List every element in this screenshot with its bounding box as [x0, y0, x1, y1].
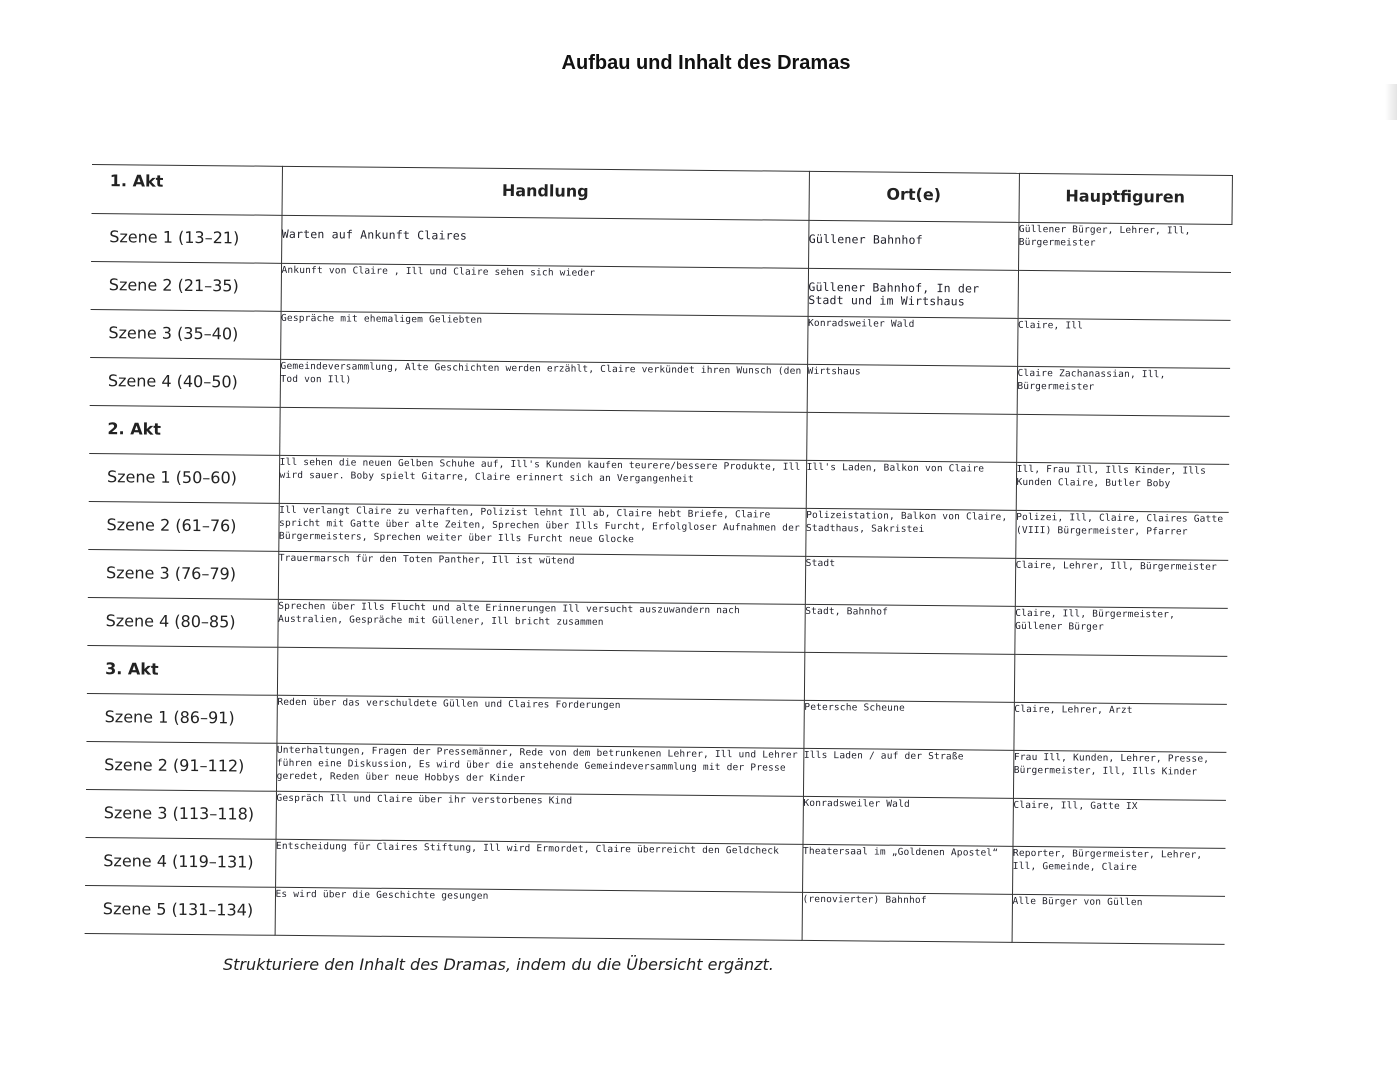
scene-label: Szene 3 (35–40) — [90, 309, 280, 359]
ort-cell: Güllener Bahnhof — [808, 220, 1018, 270]
empty-cell — [279, 407, 806, 460]
hauptfiguren-cell: Reporter, Bürgermeister, Lehrer, Ill, Gemeinde, Claire — [1012, 846, 1225, 896]
scene-label: Szene 1 (86–91) — [86, 693, 276, 743]
hauptfiguren-cell: Ill, Frau Ill, Ills Kinder, Ills Kunden Claire, Butler Boby — [1016, 462, 1229, 512]
hauptfiguren-cell: Claire Zachanassian, Ill, Bürgermeister — [1017, 366, 1230, 416]
scene-label: Szene 4 (119–131) — [85, 837, 275, 887]
empty-cell — [277, 647, 804, 700]
handlung-cell: Es wird über die Geschichte gesungen — [275, 887, 802, 940]
scene-label: Szene 4 (40–50) — [90, 357, 280, 407]
scene-label: Szene 2 (91–112) — [86, 741, 276, 791]
handlung-cell: Ill sehen die neuen Gelben Schuhe auf, Ill's Kunden kaufen teurere/bessere Produkte, Ill wird sauer. Boby spielt Gitarre, Claire erinnert sich an Vergangenheit — [279, 455, 806, 508]
hauptfiguren-cell: Polizei, Ill, Claire, Claires Gatte (VIII) Bürgermeister, Pfarrer — [1015, 510, 1228, 560]
ort-cell: (renovierter) Bahnhof — [802, 892, 1012, 942]
empty-cell — [804, 652, 1014, 702]
page-title: Aufbau und Inhalt des Dramas — [561, 52, 851, 74]
handlung-cell: Reden über das verschuldete Güllen und Claires Forderungen — [276, 695, 803, 748]
hauptfiguren-cell: Alle Bürger von Güllen — [1012, 894, 1225, 944]
ort-cell: Petersche Scheune — [803, 700, 1013, 750]
empty-cell — [806, 412, 1016, 462]
scene-label: Szene 3 (76–79) — [88, 549, 278, 599]
hauptfiguren-cell: Güllener Bürger, Lehrer, Ill, Bürgermeister — [1018, 222, 1231, 272]
overview-sheet — [85, 164, 1242, 947]
ort-cell: Konradsweiler Wald — [803, 796, 1013, 846]
hauptfiguren-cell: Claire, Ill, Bürgermeister, Güllener Bürger — [1014, 606, 1227, 656]
ort-cell: Ill's Laden, Balkon von Claire — [806, 460, 1016, 510]
ort-cell: Güllener Bahnhof, In der Stadt und im Wirtshaus — [808, 268, 1018, 318]
hauptfiguren-cell: Claire, Ill, Gatte IX — [1012, 798, 1225, 848]
scene-label: Szene 1 (50–60) — [89, 453, 279, 503]
empty-cell — [1014, 654, 1227, 704]
handlung-cell: Unterhaltungen, Fragen der Pressemänner, Rede von dem betrunkenen Lehrer, Ill und Lehrer führen eine Diskussion, Es wird über die anstehende Gemeindeversammlung mit der Presse geredet, Reden über neue Hobbys der Kinder — [276, 743, 803, 796]
scene-label: Szene 5 (131–134) — [85, 885, 275, 935]
header-hauptfiguren: Hauptfiguren — [1018, 173, 1231, 224]
handlung-cell: Ill verlangt Claire zu verhaften, Polizist lehnt Ill ab, Claire hebt Briefe, Claire spricht mit Gatte über alte Zeiten, Sprechen über Ills Furcht, Erfolgloser Aufnahmen der Bürgermeisters, Sprechen weiter über Ills Furcht neue Glocke — [278, 503, 805, 556]
ort-cell: Wirtshaus — [807, 364, 1017, 414]
instruction-text: Strukturiere den Inhalt des Dramas, indem du die Übersicht ergänzt. — [223, 955, 774, 974]
header-orte: Ort(e) — [808, 171, 1018, 222]
hauptfiguren-cell — [1018, 270, 1231, 320]
handlung-cell: Gespräche mit ehemaligem Geliebten — [280, 311, 807, 364]
act-label: 2. Akt — [89, 405, 279, 455]
handlung-cell: Gespräch Ill und Claire über ihr verstorbenes Kind — [276, 791, 803, 844]
handlung-cell: Trauermarsch für den Toten Panther, Ill ist wütend — [278, 551, 805, 604]
ort-cell: Ills Laden / auf der Straße — [803, 748, 1013, 798]
scene-label: Szene 2 (61–76) — [88, 501, 278, 551]
overview-table — [85, 164, 1233, 945]
header-act-1: 1. Akt — [92, 164, 282, 215]
hauptfiguren-cell: Claire, Lehrer, Ill, Bürgermeister — [1015, 558, 1228, 608]
scene-label: Szene 4 (80–85) — [87, 597, 277, 647]
scene-row — [85, 885, 1225, 944]
scene-label: Szene 2 (21–35) — [91, 261, 281, 311]
hauptfiguren-cell: Claire, Lehrer, Arzt — [1013, 702, 1226, 752]
handlung-cell: Warten auf Ankunft Claires — [281, 215, 808, 268]
handlung-cell: Ankunft von Claire , Ill und Claire sehen sich wieder — [281, 263, 808, 316]
ort-cell: Theatersaal im „Goldenen Apostel“ — [802, 844, 1012, 894]
hauptfiguren-cell: Claire, Ill — [1017, 318, 1230, 368]
ort-cell: Konradsweiler Wald — [807, 316, 1017, 366]
hauptfiguren-cell: Frau Ill, Kunden, Lehrer, Presse, Bürgermeister, Ill, Ills Kinder — [1013, 750, 1226, 800]
ort-cell: Stadt, Bahnhof — [804, 604, 1014, 654]
handlung-cell: Gemeindeversammlung, Alte Geschichten werden erzählt, Claire verkündet ihren Wunsch (den Tod von Ill) — [280, 359, 807, 412]
scan-shadow — [1385, 84, 1397, 120]
header-handlung: Handlung — [282, 166, 809, 220]
empty-cell — [1016, 414, 1229, 464]
ort-cell: Polizeistation, Balkon von Claire, Stadthaus, Sakristei — [805, 508, 1015, 558]
scene-label: Szene 3 (113–118) — [86, 789, 276, 839]
scene-label: Szene 1 (13–21) — [91, 213, 281, 263]
handlung-cell: Entscheidung für Claires Stiftung, Ill wird Ermordet, Claire überreicht den Geldcheck — [275, 839, 802, 892]
handlung-cell: Sprechen über Ills Flucht und alte Erinnerungen Ill versucht auszuwandern nach Australien, Gespräche mit Güllener, Ill bricht zusammen — [277, 599, 804, 652]
ort-cell: Stadt — [805, 556, 1015, 606]
act-label: 3. Akt — [87, 645, 277, 695]
